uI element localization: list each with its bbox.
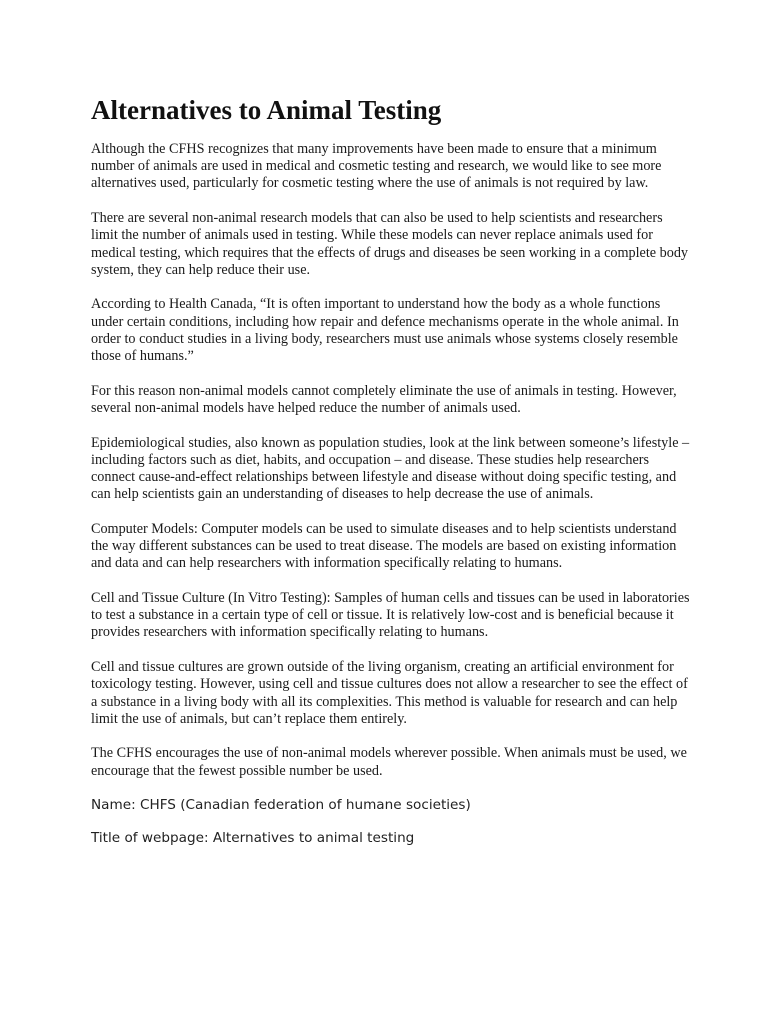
paragraph-non-animal-models: There are several non-animal research models that can also be used to help scientists and researchers limit the number of animals used in testing. While these models can never replace animals used for medical testing, which requires that the effects of drugs and diseases be seen working in a complete body system, they can help reduce their use. <box>91 210 689 278</box>
paragraph-cfhs-position: The CFHS encourages the use of non-animal models wherever possible. When animals must be used, we encourage that the fewest possible number be used. <box>91 745 687 779</box>
paragraph-epidemiological-studies: Epidemiological studies, also known as population studies, look at the link between someone’s lifestyle – including factors such as diet, habits, and occupation – and disease. These studies help researchers connect cause-and-effect relationships between lifestyle and disease without doing specific testing, and can help scientists gain an understanding of diseases to help decrease the use of animals. <box>91 434 690 503</box>
paragraph-limitations: For this reason non-animal models cannot completely eliminate the use of animals in testing. However, several non-animal models have helped reduce the number of animals used. <box>91 382 677 416</box>
document-body <box>91 93 691 863</box>
paragraph-health-canada-quote: According to Health Canada, “It is often important to understand how the body as a whole functions under certain conditions, including how repair and defence mechanisms operate in the whole animal. In order to conduct studies in a living body, researchers must use animals whose systems closely resemble those of humans.” <box>91 296 679 365</box>
source-name: Name: CHFS (Canadian federation of humane societies) <box>91 797 471 814</box>
paragraph-cell-culture-limits: Cell and tissue cultures are grown outside of the living organism, creating an artificial environment for toxicology testing. However, using cell and tissue cultures does not allow a researcher to see the effect of a substance in a living body with all its complexities. This method is valuable for research and can help limit the use of animals, but can’t replace them entirely. <box>91 659 688 727</box>
paragraph-cell-tissue-culture: Cell and Tissue Culture (In Vitro Testing): Samples of human cells and tissues can be used in laboratories to test a substance in a certain type of cell or tissue. It is relatively low-cost and is beneficial because it provides researchers with information specifically relating to humans. <box>91 590 690 641</box>
document-title: Alternatives to Animal Testing <box>91 95 442 125</box>
paragraph-computer-models: Computer Models: Computer models can be used to simulate diseases and to help scientists understand the way different substances can be used to treat disease. The models are based on existing information and data and can help researchers with information specifically relating to humans. <box>91 520 677 572</box>
source-title: Title of webpage: Alternatives to animal testing <box>91 830 415 847</box>
paragraph-intro: Although the CFHS recognizes that many improvements have been made to ensure that a minimum number of animals are used in medical and cosmetic testing and research, we would like to see more alternatives used, particularly for cosmetic testing where the use of animals is not required by law. <box>91 141 662 192</box>
